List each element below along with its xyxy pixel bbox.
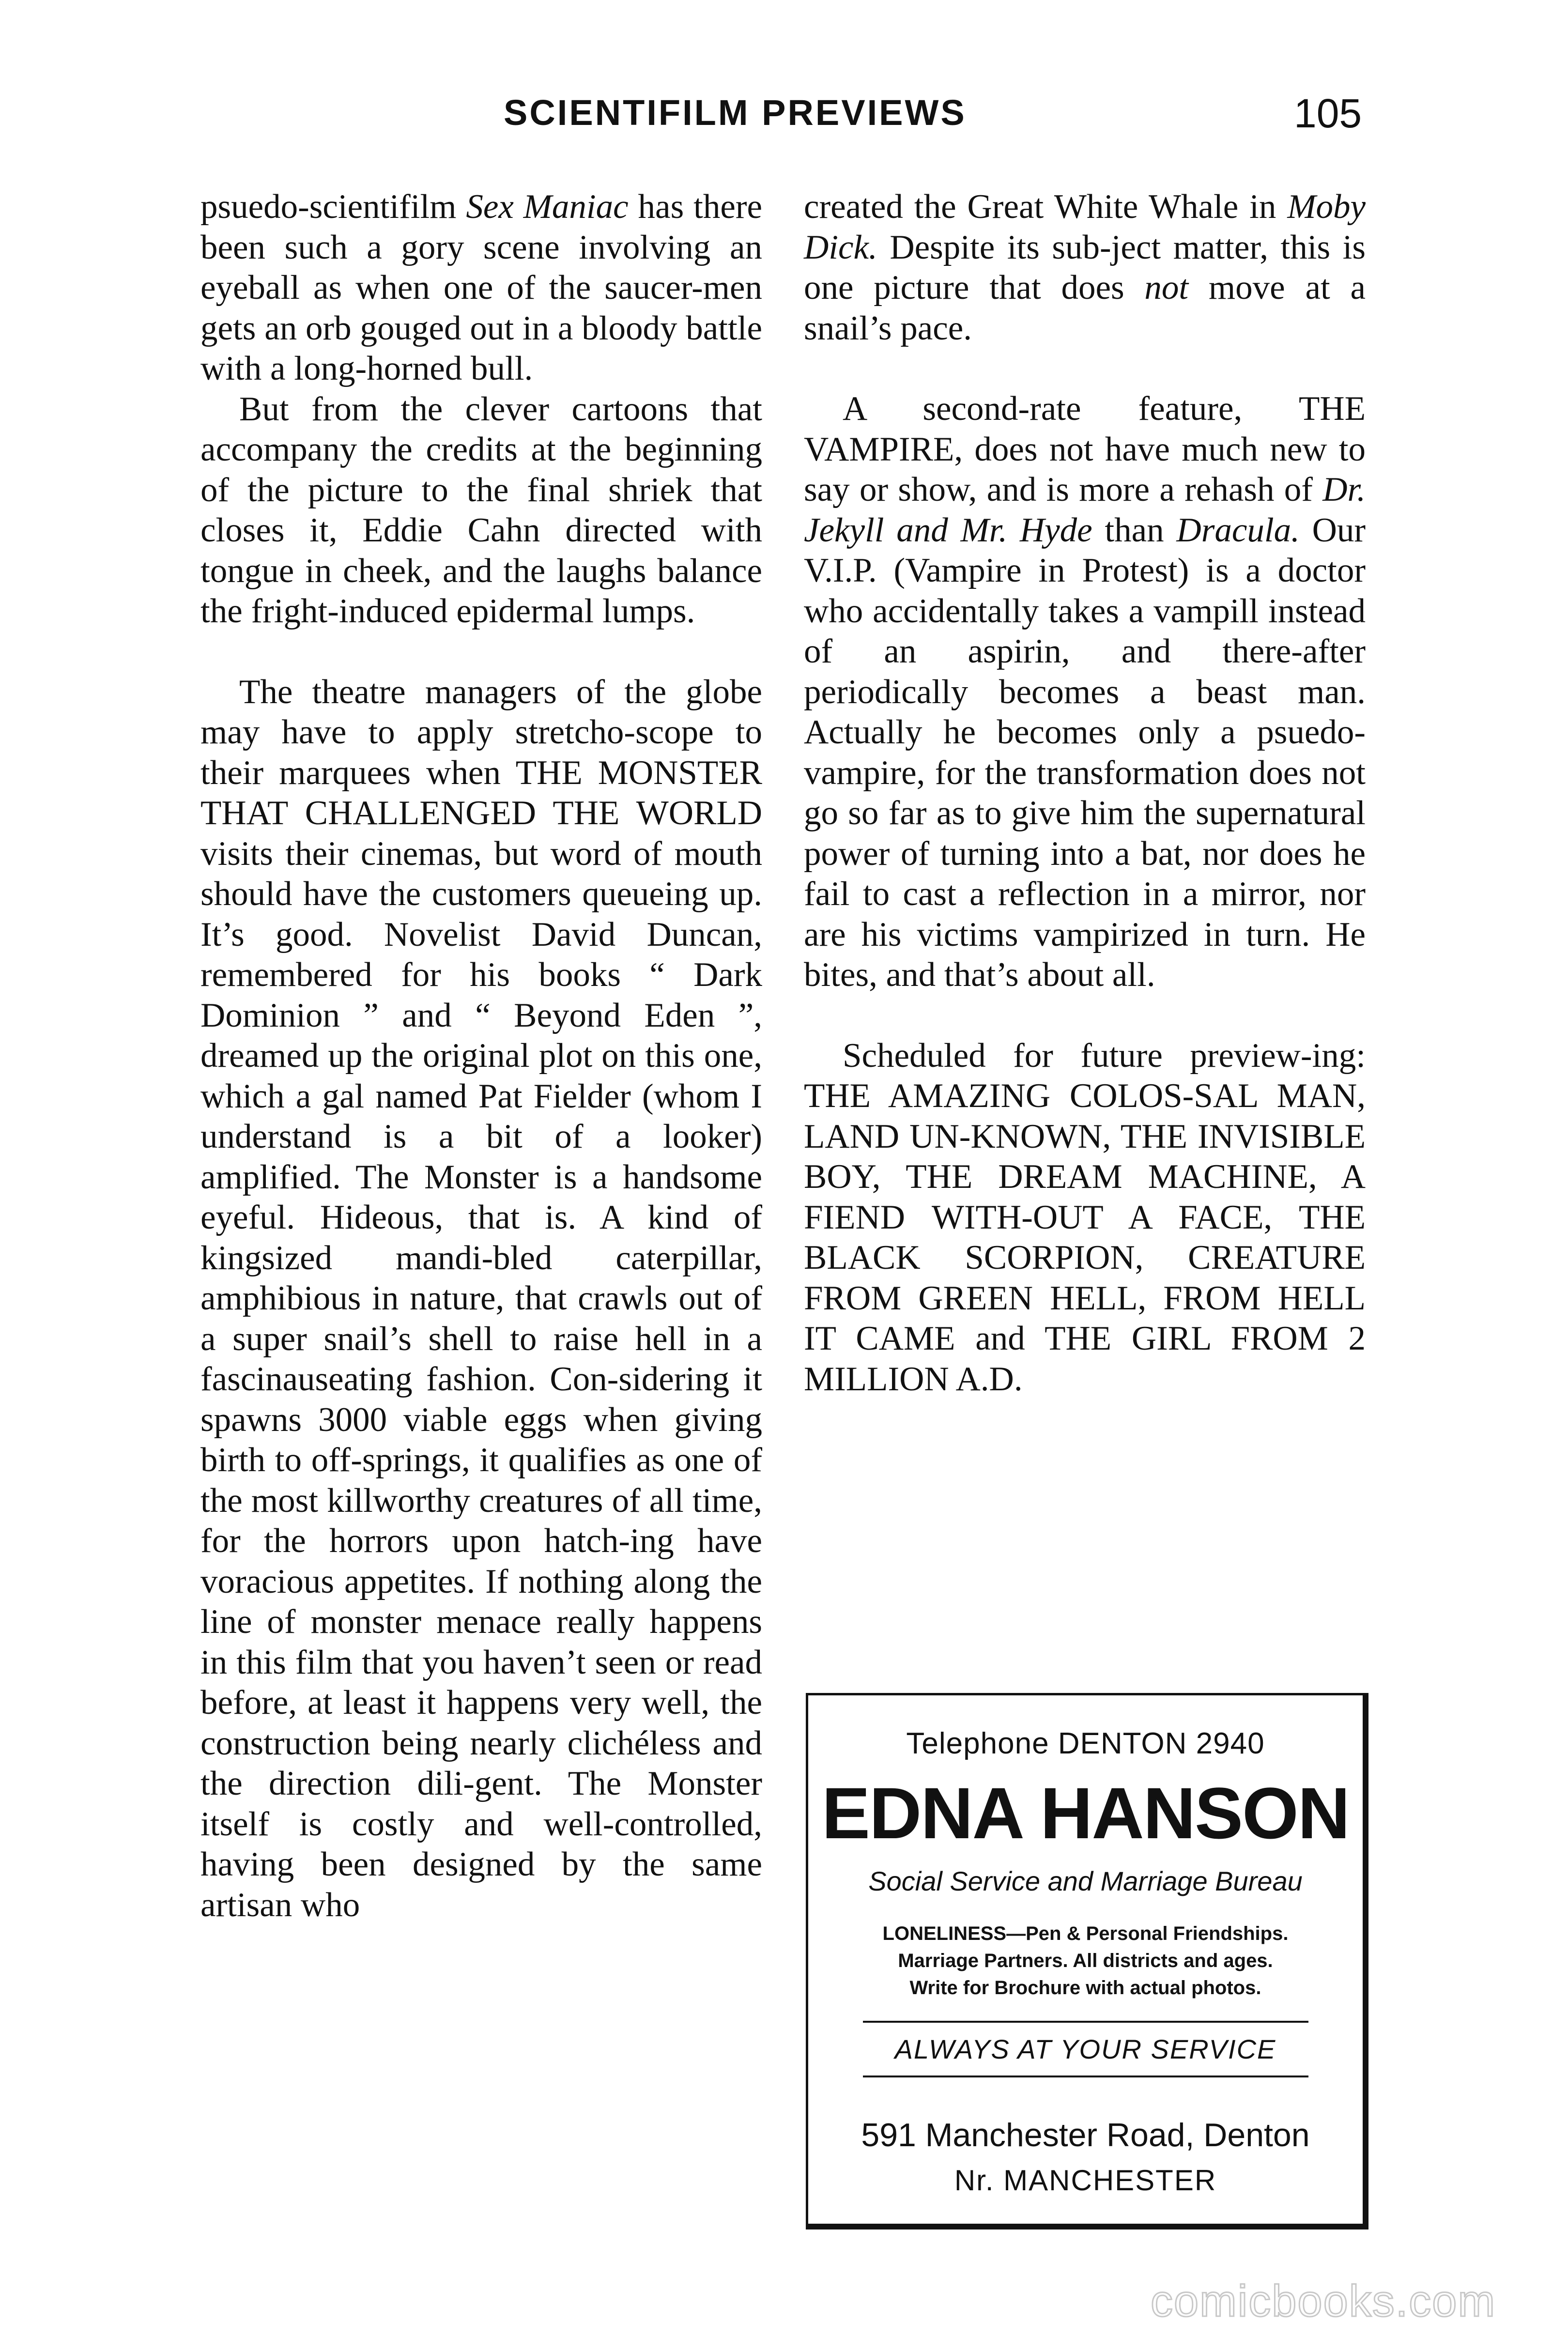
ad-detail-line: Write for Brochure with actual photos.	[909, 1977, 1261, 1999]
ad-address: 591 Manchester Road, Denton	[861, 2117, 1310, 2153]
ad-divider	[863, 2021, 1308, 2023]
ad-tagline: Social Service and Marriage Bureau	[868, 1866, 1303, 1896]
ad-telephone: Telephone DENTON 2940	[906, 1727, 1265, 1760]
right-paragraph-2: A second-rate feature, THE VAMPIRE, does not have much new to say or show, and is more a rehash of Dr. Jekyll and Mr. Hyde than Dracula. Our V.I.P. (Vampire in Protest) is a doctor who accidentally takes a vampill instead of an aspirin, and there-after periodically becomes a beast man. Actually he becomes only a psuedo-vampire, for the transformation does not go so far as to give him the supernatural power of turning into a bat, nor does he fail to cast a reflection in a mirror, nor are his victims vampirized in turn. He bites, and that’s about all.	[804, 390, 1366, 994]
right-paragraph-1: created the Great White Whale in Moby Dick. Despite its sub-ject matter, this is one picture that does not move at a snail’s pace.	[804, 188, 1366, 347]
ad-detail-line: LONELINESS—Pen & Personal Friendships.	[882, 1923, 1289, 1944]
watermark: comicbooks.com	[1151, 2276, 1496, 2326]
ad-detail-line: Marriage Partners. All districts and ages.	[898, 1950, 1273, 1971]
ad-slogan: ALWAYS AT YOUR SERVICE	[894, 2034, 1276, 2064]
ad-divider	[863, 2076, 1308, 2077]
left-paragraph-2: But from the clever cartoons that accompany the credits at the beginning of the picture to the final shriek that closes it, Eddie Cahn directed with tongue in cheek, and the laughs balance the fright-induced epidermal lumps.	[200, 390, 762, 630]
page-number: 105	[1294, 91, 1362, 136]
left-column	[200, 187, 762, 1925]
left-paragraph-3: The theatre managers of the globe may have to apply stretcho-scope to their marquees when THE MONSTER THAT CHALLENGED THE WORLD visits their cinemas, but word of mouth should have the customers queueing up. It’s good. Novelist David Duncan, remembered for his books “ Dark Dominion ” and “ Beyond Eden ”, dreamed up the original plot on this one, which a gal named Pat Fielder (whom I understand is a bit of a looker) amplified. The Monster is a handsome eyeful. Hideous, that is. A kind of kingsized mandi-bled caterpillar, amphibious in nature, that crawls out of a super snail’s shell to raise hell in a fascinauseating fashion. Con-sidering it spawns 3000 viable eggs when giving birth to off-springs, it qualifies as one of the most killworthy creatures of all time, for the horrors upon hatch-ing have voracious appetites. If nothing along the line of monster menace really happens in this film that you haven’t seen or read before, at least it happens very well, the construction being nearly clichéless and the direction dili-gent. The Monster itself is costly and well-controlled, having been designed by the same artisan who	[200, 673, 762, 1924]
ad-city: Nr. MANCHESTER	[954, 2164, 1217, 2197]
left-paragraph-1: psuedo-scientifilm Sex Maniac has there been such a gory scene involving an eyeball as when one of the saucer-men gets an orb gouged out in a bloody battle with a long-horned bull.	[200, 188, 762, 387]
advertisement-box	[806, 1693, 1368, 2229]
ad-details	[808, 1920, 1363, 2001]
running-title: SCIENTIFILM PREVIEWS	[504, 92, 967, 133]
ad-business-name: EDNA HANSON	[821, 1772, 1350, 1854]
right-column	[804, 187, 1366, 1399]
right-paragraph-3: Scheduled for future preview-ing: THE AMAZING COLOS-SAL MAN, LAND UN-KNOWN, THE INVISIBLE BOY, THE DREAM MACHINE, A FIEND WITH-OUT A FACE, THE BLACK SCORPION, CREATURE FROM GREEN HELL, FROM HELL IT CAME and THE GIRL FROM 2 MILLION A.D.	[804, 1036, 1366, 1398]
